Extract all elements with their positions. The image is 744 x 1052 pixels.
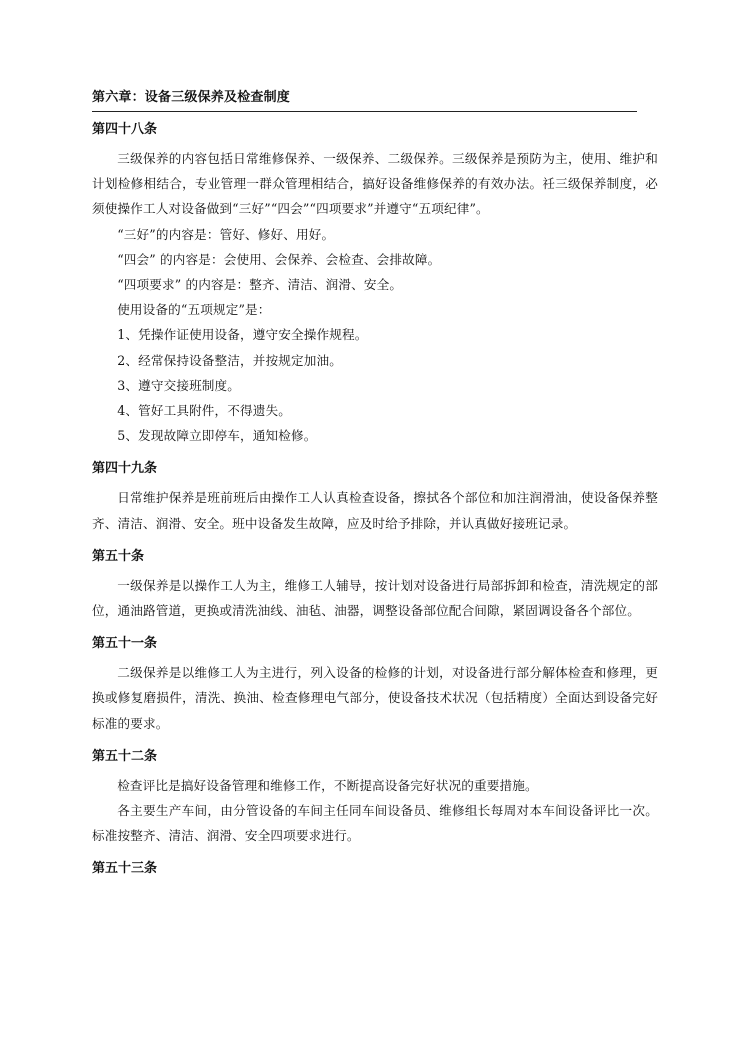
list-item: 1、凭操作证使用设备，遵守安全操作规程。 — [117, 327, 368, 343]
article-48 — [92, 120, 658, 448]
article-title: 第四十八条 — [92, 122, 158, 137]
paragraph: 日常维护保养是班前班后由操作工人认真检查设备，擦拭各个部位和加注润滑油，使设备保养整齐、清洁、润滑、安全。班中设备发生故障，应及时给予排除，并认真做好接班记录。 — [92, 490, 658, 531]
paragraph: 二级保养是以维修工人为主进行，列入设备的检修的计划，对设备进行部分解体检查和修理，更换或修复磨损件，清洗、换油、检查修理电气部分，使设备技术状况（包括精度）全面达到设备完好标准的要求。 — [92, 665, 658, 731]
article-53 — [92, 859, 658, 879]
list-item: 2、经常保持设备整洁，并按规定加油。 — [117, 352, 342, 368]
article-50 — [92, 547, 658, 623]
article-title: 第五十二条 — [92, 748, 158, 764]
article-52 — [92, 747, 658, 849]
paragraph: 检查评比是搞好设备管理和维修工作，不断提高设备完好状况的重要措施。 — [117, 777, 538, 793]
list-item: 3、遵守交接班制度。 — [117, 377, 241, 393]
paragraph: “四项要求” 的内容是：整齐、清洁、润滑、安全。 — [117, 277, 403, 293]
paragraph: 各主要生产车间，由分管设备的车间主任同车间设备员、维修组长每周对本车间设备评比一次。标准按整齐、清洁、润滑、安全四项要求进行。 — [92, 803, 658, 844]
list-item: 4、管好工具附件，不得遗失。 — [117, 403, 292, 419]
article-title: 第四十九条 — [92, 461, 158, 477]
paragraph: 三级保养的内容包括日常维修保养、一级保养、二级保养。三级保养是预防为主，使用、维护和计划检修相结合，专业管理一群众管理相结合，搞好设备维修保养的有效办法。祍三级保养制度，必须使操作工人对设备做到“三好”“四会”“四项要求”并遵守“五项纪律”。 — [92, 151, 658, 217]
chapter-divider — [92, 111, 637, 112]
paragraph: “三好”的内容是：管好、修好、用好。 — [117, 226, 335, 242]
article-title: 第五十三条 — [92, 861, 158, 877]
list-item: 5、发现故障立即停车，通知检修。 — [117, 428, 317, 444]
article-51 — [92, 634, 658, 736]
article-title: 第五十一条 — [92, 636, 158, 652]
paragraph: 一级保养是以操作工人为主，维修工人辅导，按计划对设备进行局部拆卸和检查，清洗规定的部位，通油路管道，更换或清洗油线、油毡、油器，调整设备部位配合间隙，紧固调设备各个部位。 — [92, 577, 658, 619]
paragraph: “四会” 的内容是：会使用、会保养、会检查、会排故障。 — [117, 251, 441, 267]
article-49 — [92, 459, 658, 535]
chapter-title: 第六章：设备三级保养及检查制度 — [92, 90, 291, 105]
article-title: 第五十条 — [92, 548, 145, 564]
paragraph: 使用设备的“五项规定”是： — [117, 302, 271, 318]
document-page — [92, 88, 658, 885]
